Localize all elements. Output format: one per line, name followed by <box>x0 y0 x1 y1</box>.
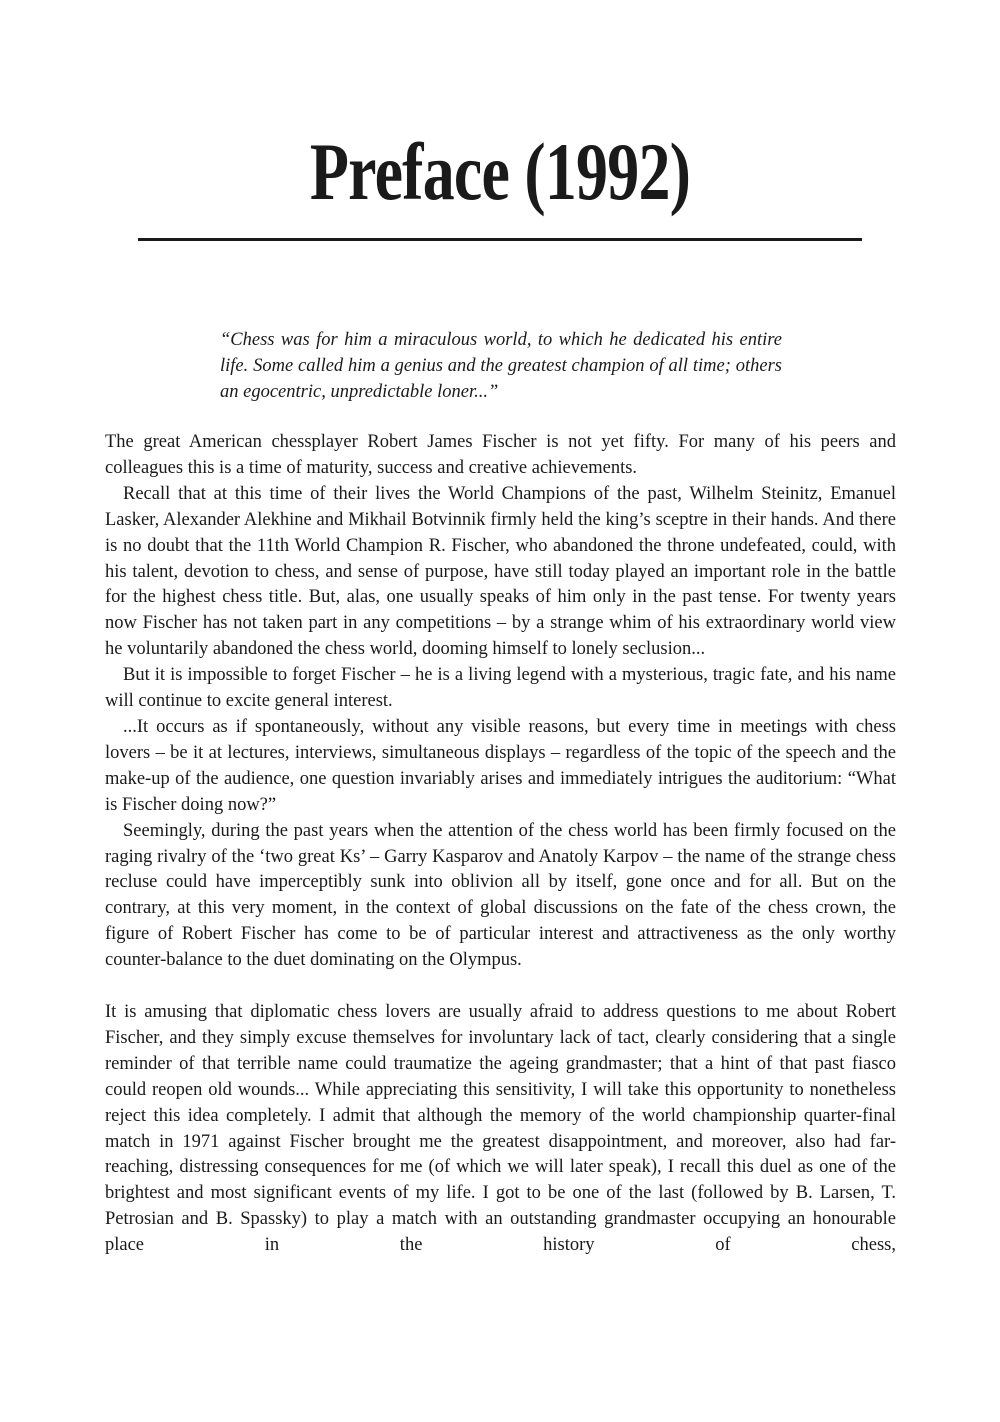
paragraph: It is amusing that diplomatic chess lovers are usually afraid to address questions to me about Robert Fischer, and they simply excuse themselves for involuntary lack of tact, clearly considering that a single reminder of that terrible name could traumatize the ageing grandmaster; that a hint of that past fiasco could reopen old wounds... While appreciating this sensitivity, I will take this opportunity to nonetheless reject this idea completely. I admit that although the memory of the world championship quarter-final match in 1971 against Fischer brought me the greatest disappointment, and moreover, also had far-reaching, distressing consequences for me (of which we will later speak), I recall this duel as one of the brightest and most significant events of my life. I got to be one of the last (followed by B. Larsen, T. Petrosian and B. Spassky) to play a match with an outstanding grandmaster occupying an honourable place in the history of chess, <box>105 1002 896 1256</box>
paragraph: Recall that at this time of their lives the World Champions of the past, Wilhelm Steinitz, Emanuel Lasker, Alexander Alekhine and Mikhail Botvinnik firmly held the king’s sceptre in their hands. And there is no doubt that the 11th World Champion R. Fischer, who abandoned the throne undefeated, could, with his talent, devotion to chess, and sense of purpose, have still today played an important role in the battle for the highest chess title. But, alas, one usually speaks of him only in the past tense. For twenty years now Fischer has not taken part in any competitions – by a strange whim of his extraordinary world view he voluntarily abandoned the chess world, dooming himself to lonely seclusion... <box>105 483 896 660</box>
title-rule <box>138 238 862 241</box>
paragraph: Seemingly, during the past years when the attention of the chess world has been firmly focused on the raging rivalry of the ‘two great Ks’ – Garry Kasparov and Anatoly Karpov – the name of the strange chess recluse could have imperceptibly sunk into oblivion all by itself, gone once and for all. But on the contrary, at this very moment, in the context of global discussions on the fate of the chess crown, the figure of Robert Fischer has come to be of particular interest and attractiveness as the only worthy counter-balance to the duet dominating on the Olympus. <box>105 820 896 971</box>
paragraph: ...It occurs as if spontaneously, without any visible reasons, but every time in meetings with chess lovers – be it at lectures, interviews, simultaneous displays – regardless of the topic of the speech and the make-up of the audience, one question invariably arises and immediately intrigues the auditorium: “What is Fischer doing now?” <box>105 716 896 815</box>
paragraph: But it is impossible to forget Fischer – he is a living legend with a mysterious, tragic fate, and his name will continue to excite general interest. <box>105 665 896 712</box>
epigraph-quote: “Chess was for him a miraculous world, to which he dedicated his entire life. Some called him a genius and the greatest champion of all time; others an egocentric, unpredictable loner...” <box>220 330 782 402</box>
paragraph: The great American chessplayer Robert James Fischer is not yet fifty. For many of his peers and colleagues this is a time of maturity, success and creative achievements. <box>105 432 896 478</box>
chapter-title: Preface (1992) <box>309 126 691 217</box>
body-text <box>105 430 896 1259</box>
